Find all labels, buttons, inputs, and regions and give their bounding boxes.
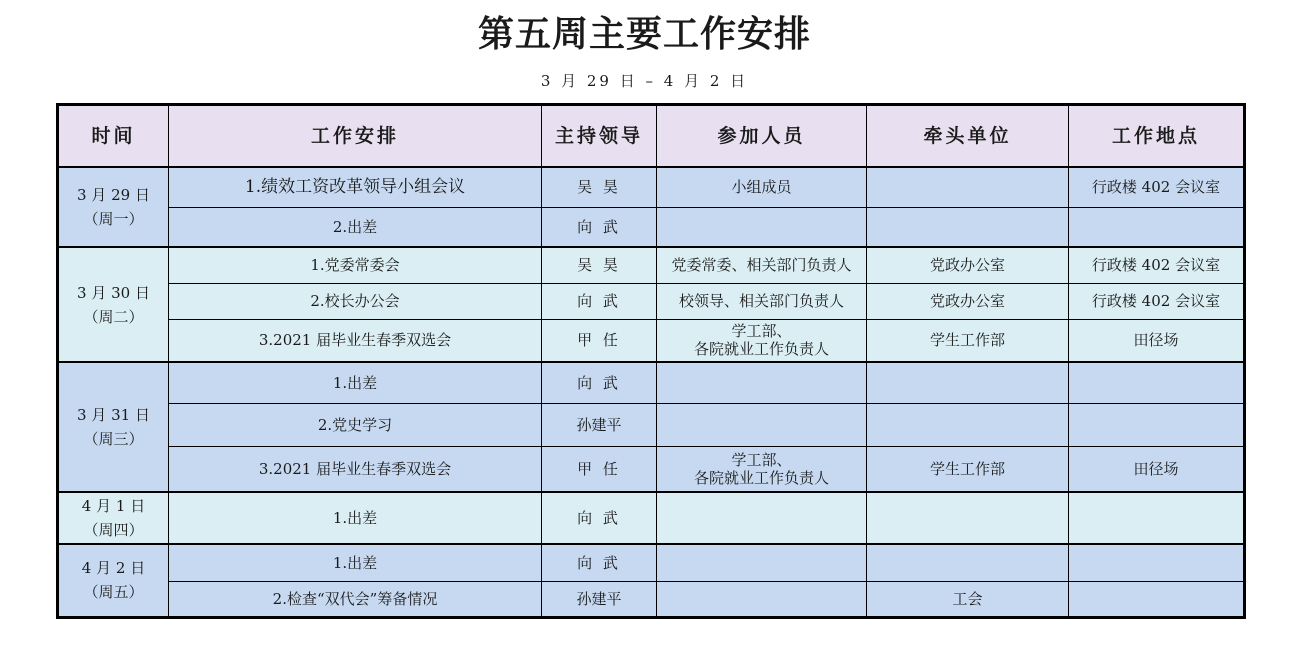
unit-cell	[867, 544, 1069, 581]
leader-cell: 吴 昊	[542, 247, 657, 283]
participants-line: 各院就业工作负责人	[693, 468, 829, 487]
table-row	[58, 207, 1245, 247]
leader-cell: 甲 任	[542, 319, 657, 362]
participants-cell	[657, 492, 867, 544]
schedule-table	[56, 103, 1246, 619]
participants-cell	[657, 207, 867, 247]
table-row	[58, 283, 1245, 319]
date-range: 3 月 29 日 – 4 月 2 日	[540, 72, 749, 90]
task-cell: 1.出差	[169, 544, 542, 581]
task-cell: 1.党委常委会	[169, 247, 542, 283]
task-cell: 1.出差	[169, 492, 542, 544]
table-row	[58, 319, 1245, 362]
date-cell	[58, 362, 169, 492]
leader-cell: 向 武	[542, 207, 657, 247]
unit-cell: 党政办公室	[867, 247, 1069, 283]
col-header-task: 工作安排	[169, 105, 542, 168]
col-header-leader: 主持领导	[542, 105, 657, 168]
unit-cell	[867, 492, 1069, 544]
leader-cell: 向 武	[542, 362, 657, 403]
task-cell: 2.党史学习	[169, 403, 542, 446]
table-row	[58, 581, 1245, 617]
date-cell	[58, 247, 169, 362]
location-cell: 行政楼 402 会议室	[1069, 167, 1245, 207]
date-label: 4 月 1 日	[81, 497, 146, 515]
date-label: 4 月 2 日	[81, 559, 146, 578]
unit-cell	[867, 167, 1069, 207]
col-header-participants: 参加人员	[657, 105, 867, 168]
leader-cell: 向 武	[542, 492, 657, 544]
unit-cell: 工会	[867, 581, 1069, 617]
unit-cell	[867, 403, 1069, 446]
participants-line: 学工部、	[731, 450, 792, 469]
task-cell: 2.检查“双代会”筹备情况	[169, 581, 542, 617]
participants-line: 各院就业工作负责人	[693, 340, 829, 359]
leader-cell: 甲 任	[542, 446, 657, 492]
location-cell	[1069, 403, 1245, 446]
leader-cell: 吴 昊	[542, 167, 657, 207]
date-label: 3 月 29 日	[77, 186, 150, 204]
participants-cell	[657, 581, 867, 617]
page-title: 第五周主要工作安排	[477, 13, 811, 55]
location-cell	[1069, 362, 1245, 403]
weekday-label: （周五）	[83, 583, 144, 602]
table-row	[58, 446, 1245, 492]
table-row	[58, 167, 1245, 207]
task-cell: 1.出差	[169, 362, 542, 403]
date-cell	[58, 492, 169, 544]
weekday-label: （周四）	[83, 521, 144, 539]
location-cell	[1069, 544, 1245, 581]
col-header-location: 工作地点	[1069, 105, 1245, 168]
location-cell	[1069, 581, 1245, 617]
weekday-label: （周三）	[83, 430, 144, 448]
location-cell: 行政楼 402 会议室	[1069, 283, 1245, 319]
task-cell: 3.2021 届毕业生春季双选会	[169, 319, 542, 362]
participants-cell	[657, 319, 867, 362]
header-row	[58, 105, 1245, 168]
leader-cell: 向 武	[542, 544, 657, 581]
unit-cell	[867, 362, 1069, 403]
leader-cell: 向 武	[542, 283, 657, 319]
col-header-unit: 牵头单位	[867, 105, 1069, 168]
participants-cell: 校领导、相关部门负责人	[657, 283, 867, 319]
table-row	[58, 362, 1245, 403]
task-cell: 3.2021 届毕业生春季双选会	[169, 446, 542, 492]
participants-cell: 党委常委、相关部门负责人	[657, 247, 867, 283]
leader-cell: 孙建平	[542, 403, 657, 446]
table-row	[58, 492, 1245, 544]
participants-cell	[657, 403, 867, 446]
participants-line: 学工部、	[731, 322, 792, 341]
task-cell: 2.出差	[169, 207, 542, 247]
participants-cell	[657, 362, 867, 403]
table-row	[58, 403, 1245, 446]
location-cell: 行政楼 402 会议室	[1069, 247, 1245, 283]
weekday-label: （周二）	[83, 307, 144, 326]
unit-cell: 学生工作部	[867, 319, 1069, 362]
location-cell	[1069, 492, 1245, 544]
date-label: 3 月 30 日	[77, 283, 150, 302]
table-row	[58, 247, 1245, 283]
table-row	[58, 544, 1245, 581]
participants-cell	[657, 446, 867, 492]
weekday-label: （周一）	[83, 210, 144, 228]
location-cell	[1069, 207, 1245, 247]
leader-cell: 孙建平	[542, 581, 657, 617]
task-cell: 2.校长办公会	[169, 283, 542, 319]
date-cell	[58, 167, 169, 247]
unit-cell	[867, 207, 1069, 247]
task-cell: 1.绩效工资改革领导小组会议	[169, 167, 542, 207]
location-cell: 田径场	[1069, 319, 1245, 362]
unit-cell: 学生工作部	[867, 446, 1069, 492]
date-cell	[58, 544, 169, 617]
location-cell: 田径场	[1069, 446, 1245, 492]
participants-cell	[657, 544, 867, 581]
col-header-time: 时间	[58, 105, 169, 168]
unit-cell: 党政办公室	[867, 283, 1069, 319]
date-label: 3 月 31 日	[77, 406, 150, 424]
participants-cell: 小组成员	[657, 167, 867, 207]
